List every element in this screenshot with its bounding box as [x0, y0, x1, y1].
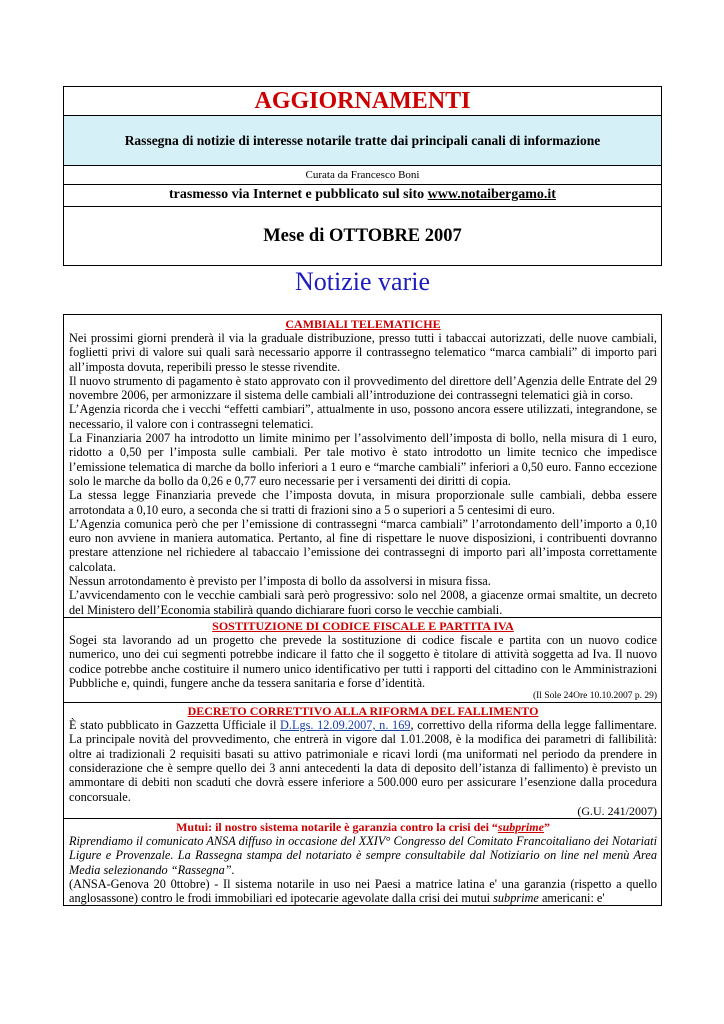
section-title: Notizie varie: [295, 267, 430, 296]
article-codice-fiscale: [64, 618, 661, 703]
article-text: americani: e': [538, 891, 605, 906]
title-row: [64, 87, 661, 116]
article-fallimento: [64, 703, 661, 819]
article-paragraph: [69, 877, 657, 906]
newsletter-subtitle: Rassegna di notizie di interesse notarile tratte dai principali canali di informazione: [64, 116, 661, 166]
article-paragraph: L’Agenzia comunica però che per l’emissione di contrassegni “marca cambiali” l’arrotondamento dell’importo a 0,10 euro non avviene in maniera automatica. Pertanto, al fine di rispettare le nuove disposizioni, i contribuenti dovranno prestare attenzione nel richiedere al tabaccaio l’emissione dei contrassegni di importo pari all’imposta correttamente calcolata.: [69, 516, 657, 574]
article-paragraph: Il nuovo strumento di pagamento è stato approvato con il provvedimento del direttore dell’Agenzia delle Entrate del 29 novembre 2006, per armonizzare il sistema delle cambiali all’introduzione dei contrassegni telematici già in corso.: [69, 373, 657, 403]
news-table: [63, 314, 662, 906]
article-mutui: [64, 819, 661, 905]
article-paragraph: Nei prossimi giorni prenderà il via la graduale distribuzione, presso tutti i tabaccai autorizzati, delle nuove cambiali, foglietti privi di valore sui quali sarà necessario apporre il contrassegno telematico “marca cambiali” di importo pari all’imposta dovuta, reperibili presso le stesse rivendite.: [69, 331, 657, 374]
decree-link[interactable]: D.Lgs. 12.09.2007, n. 169: [280, 718, 411, 733]
article-cambiali: [64, 315, 661, 618]
issue-month: Mese di OTTOBRE 2007: [263, 226, 462, 246]
article-paragraph: [69, 718, 657, 804]
article-text: (ANSA-Genova 20 0ttobre) - Il sistema notarile in uso nei Paesi a matrice latina e' una garanzia (rispetto a quello anglosassone) contro le frodi immobiliari ed ipotecarie agevolate dalla crisi dei mutui: [69, 876, 657, 906]
heading-text: ”: [543, 819, 550, 834]
article-heading: [69, 819, 657, 834]
article-paragraph: La Finanziaria 2007 ha introdotto un limite minimo per l’assolvimento dell’imposta di bollo, nella misura di 1 euro, ridotto a 0,50 per l’imposta sulle cambiali. Per tale motivo è stato introdotto un limite tecnico che impedisce l’emissione telematica di marche da bollo inferiori a 1 euro e “marche cambiali” inferiori a 0,50 euro. Fanno eccezione solo le marche da bollo da 0,26 e 0,77 euro necessarie per i versamenti dei diritti di copia.: [69, 431, 657, 488]
article-paragraph: Sogei sta lavorando ad un progetto che prevede la sostituzione di codice fiscale e partita con un nuovo codice numerico, uno dei cui segmenti potrebbe indicare il fatto che il soggetto è titolare di attività soggetta ad Iva. Il nuovo codice potrebbe anche costituire il numero unico identificativo per tutti i rapporti del cittadino con le Amministrazioni Pubbliche e, quindi, fungere anche da tessera sanitaria e forse d’identità.: [69, 632, 657, 690]
newsletter-header: [63, 86, 662, 266]
website-link[interactable]: www.notaibergamo.it: [427, 187, 556, 202]
article-intro: Riprendiamo il comunicato ANSA diffuso in occasione del XXIV° Congresso del Comitato Francoitaliano dei Notariati Ligure e Provenzale. La Rassegna stampa del notariato è sempre consultabile dal Notiziario on line nel menù Area Media selezionando “Rassegna”.: [69, 833, 657, 877]
article-heading: CAMBIALI TELEMATICHE: [285, 317, 441, 331]
article-text: , correttivo della riforma della legge fallimentare. La principale novità del provvedimento, che entrerà in vigore dal 1.01.2008, è la modifica dei parametri di fallibilità: oltre ai tradizionali 2 requisiti basati su attivo patrimoniale e ricavi lordi (ma uniformati nel periodo da prendere in considerazione che è sempre quello dei 3 anni antecedenti la data di deposito dell’istanza di fallimento) è previsto un ammontare di debiti non scaduti che dovrà essere inferiore a 500.000 euro per assicurare l’esenzione dalla procedura concorsuale.: [69, 718, 657, 804]
article-emphasis: subprime: [493, 891, 539, 906]
article-source: (G.U. 241/2007): [577, 803, 657, 818]
heading-emphasis: subprime: [497, 819, 544, 834]
newsletter-title: AGGIORNAMENTI: [254, 88, 471, 114]
article-paragraph: La stessa legge Finanziaria prevede che l’imposta dovuta, in misura proporzionale sulle cambiali, debba essere arrotondata a 0,10 euro, a seconda che si tratti di frazioni sino a 5 o superiori a 5 centesimi di euro.: [69, 488, 657, 517]
article-paragraph: Nessun arrotondamento è previsto per l’imposta di bollo da assolversi in misura fissa.: [69, 574, 491, 589]
publication-line: [64, 185, 661, 207]
article-heading: DECRETO CORRETTIVO ALLA RIFORMA DEL FALLIMENTO: [187, 704, 539, 719]
article-heading: SOSTITUZIONE DI CODICE FISCALE E PARTITA IVA: [212, 618, 514, 633]
article-paragraph: L’Agenzia ricorda che i vecchi “effetti cambiari”, attualmente in uso, possono ancora essere utilizzati, integrandone, se necessario, il valore con i contrassegni telematici.: [69, 402, 657, 431]
editor-line: Curata da Francesco Boni: [64, 166, 661, 185]
article-paragraph: L’avvicendamento con le vecchie cambiali sarà però progressivo: solo nel 2008, a giacenze ormai smaltite, un decreto del Ministero dell’Economia stabilirà quando dichiarare fuori corso le vecchie cambiali.: [69, 588, 657, 617]
publication-text: trasmesso via Internet e pubblicato sul sito: [169, 187, 428, 202]
article-source: (Il Sole 24Ore 10.10.2007 p. 29): [532, 691, 657, 702]
article-text: È stato pubblicato in Gazzetta Ufficiale il: [69, 718, 281, 733]
heading-text: Mutui: il nostro sistema notarile è garanzia contro la crisi dei “: [176, 819, 498, 834]
